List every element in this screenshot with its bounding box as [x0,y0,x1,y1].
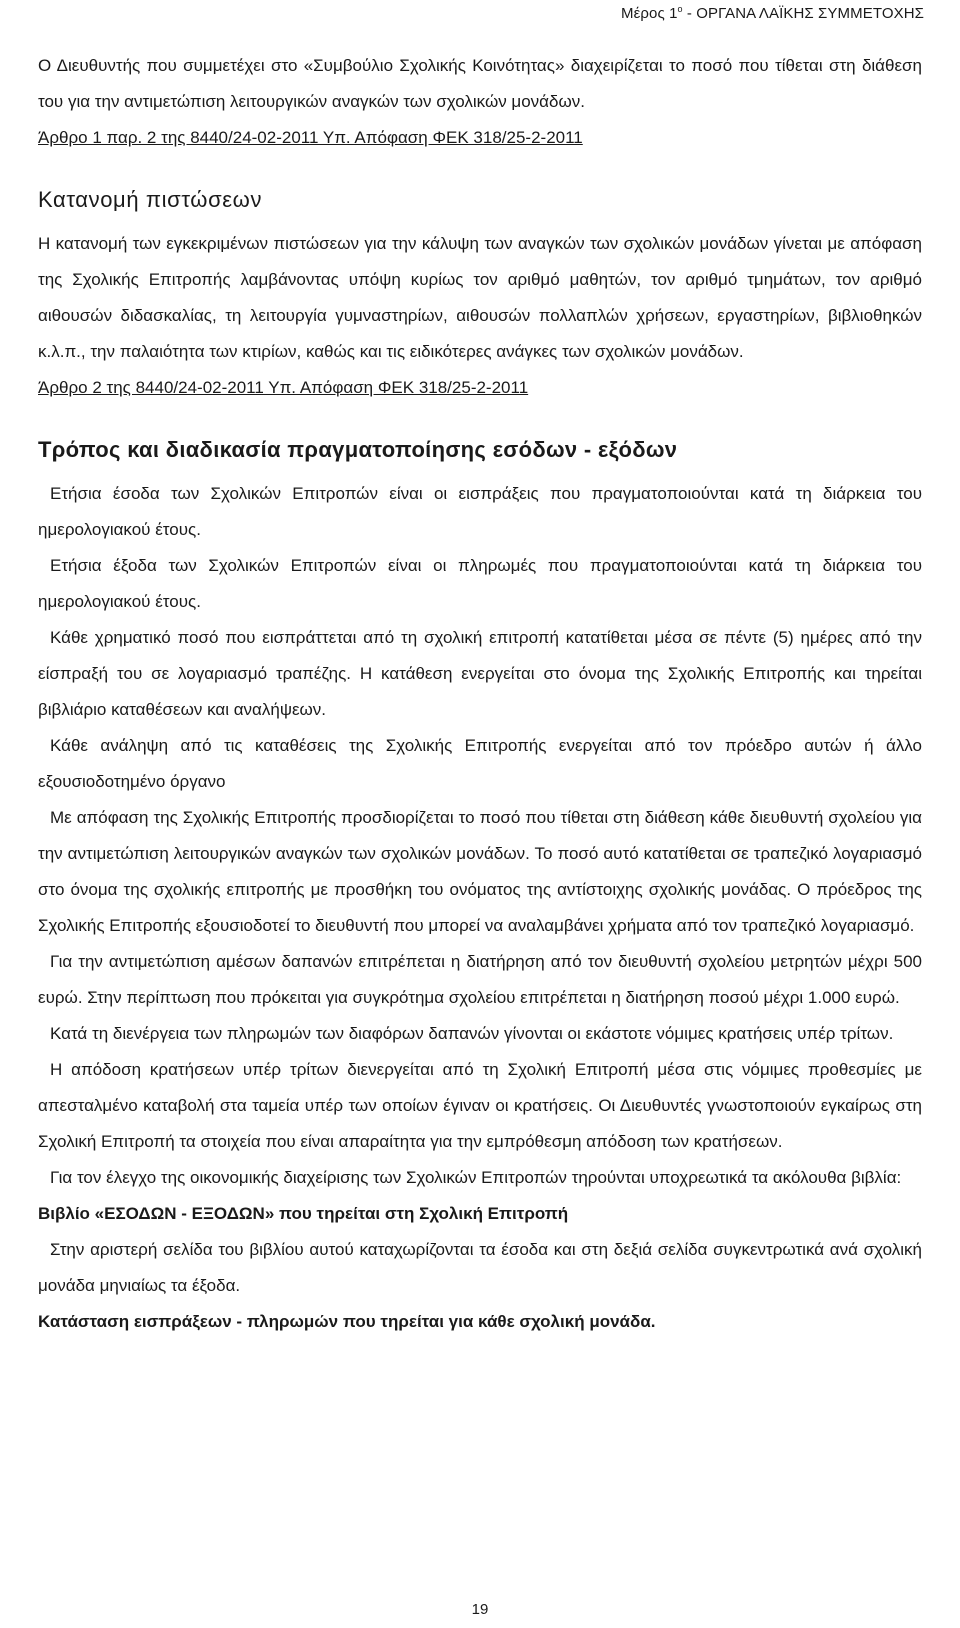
procedure-paragraph: Για την αντιμετώπιση αμέσων δαπανών επιτρέπεται η διατήρηση από τον διευθυντή σχολείου μετρητών μέχρι 500 ευρώ. Στην περίπτωση που πρόκειται για συγκρότημα σχολείου επιτρέπεται η διατήρηση ποσού μέχρι 1.000 ευρώ. [38,952,922,1007]
income-expense-book-description: Στην αριστερή σελίδα του βιβλίου αυτού καταχωρίζονται τα έσοδα και στη δεξιά σελίδα συγκεντρωτικά ανά σχολική μονάδα μηνιαίως τα έξοδα. [38,1240,922,1295]
procedure-paragraph: Η απόδοση κρατήσεων υπέρ τρίτων διενεργείται από τη Σχολική Επιτροπή μέσα στις νόμιμες προθεσμίες με απεσταλμένο καταβολή στα ταμεία υπέρ των οποίων έγιναν οι κρατήσεις. Οι Διευθυντές γνωστοποιούν εγκαίρως στη Σχολική Επιτροπή τα στοιχεία που είναι απαραίτητα για την εμπρόθεσμη απόδοση των κρατήσεων. [38,1060,922,1151]
allocation-paragraph: Η κατανομή των εγκεκριμένων πιστώσεων για την κάλυψη των αναγκών των σχολικών μονάδων γίνεται με απόφαση της Σχολικής Επιτροπής λαμβάνοντας υπόψη κυρίως τον αριθμό μαθητών, τον αριθμό τμημάτων, τον αριθμό αιθουσών διδασκαλίας, τη λειτουργία γυμναστηρίων, αιθουσών πολλαπλών χρήσεων, εργαστηρίων, βιβλιοθηκών κ.λ.π., την παλαιότητα των κτιρίων, καθώς και τις ειδικότερες ανάγκες των σχολικών μονάδων. [38,234,922,361]
document-body [38,48,922,1340]
income-expense-book-title: Βιβλίο «ΕΣΟΔΩΝ - ΕΞΟΔΩΝ» που τηρείται στη Σχολική Επιτροπή [38,1204,569,1223]
header-part-prefix: Μέρος 1 [621,5,678,22]
procedure-paragraph: Με απόφαση της Σχολικής Επιτροπής προσδιορίζεται το ποσό που τίθεται στη διάθεση κάθε διευθυντή σχολείου για την αντιμετώπιση λειτουργικών αναγκών των σχολικών μονάδων. Το ποσό αυτό κατατίθεται σε τραπεζικό λογαριασμό στο όνομα της σχολικής επιτροπής με προσθήκη του ονόματος της αντίστοιχης σχολικής μονάδας. Ο πρόεδρος της Σχολικής Επιτροπής εξουσιοδοτεί το διευθυντή που μπορεί να αναλαμβάνει χρήματα από τον τραπεζικό λογαριασμό. [38,808,922,935]
page-number: 19 [471,1601,489,1618]
running-header [621,4,924,22]
procedure-paragraph: Κατά τη διενέργεια των πληρωμών των διαφόρων δαπανών γίνονται οι εκάστοτε νόμιμες κρατήσεις υπέρ τρίτων. [50,1024,894,1043]
procedure-paragraph: Κάθε χρηματικό ποσό που εισπράττεται από τη σχολική επιτροπή κατατίθεται μέσα σε πέντε (5) ημέρες από την είσπραξή του σε λογαριασμό τραπέζης. Η κατάθεση ενεργείται στο όνομα της Σχολικής Επιτροπής και τηρείται βιβλιάριο καταθέσεων και αναλήψεων. [38,628,922,719]
header-part-title: - ΟΡΓΑΝΑ ΛΑΪΚΗΣ ΣΥΜΜΕΤΟΧΗΣ [682,5,924,22]
procedure-paragraph: Ετήσια έξοδα των Σχολικών Επιτροπών είναι οι πληρωμές που πραγματοποιούνται κατά τη διάρκεια του ημερολογιακού έτους. [38,556,922,611]
intro-law-reference: Άρθρο 1 παρ. 2 της 8440/24-02-2011 Υπ. Απόφαση ΦΕΚ 318/25-2-2011 [38,128,583,147]
allocation-heading: Κατανομή πιστώσεων [38,187,263,212]
procedure-paragraph: Κάθε ανάληψη από τις καταθέσεις της Σχολικής Επιτροπής ενεργείται από τον πρόεδρο αυτών ή άλλο εξουσιοδοτημένο όργανο [38,736,922,791]
intro-paragraph: Ο Διευθυντής που συμμετέχει στο «Συμβούλιο Σχολικής Κοινότητας» διαχειρίζεται το ποσό που τίθεται στη διάθεση του για την αντιμετώπιση λειτουργικών αναγκών των σχολικών μονάδων. [38,56,922,111]
allocation-law-reference: Άρθρο 2 της 8440/24-02-2011 Υπ. Απόφαση ΦΕΚ 318/25-2-2011 [38,378,529,397]
header-part-sup: ο [677,4,683,14]
procedure-heading: Τρόπος και διαδικασία πραγματοποίησης εσόδων - εξόδων [38,437,678,462]
procedure-paragraph: Για τον έλεγχο της οικονομικής διαχείρισης των Σχολικών Επιτροπών τηρούνται υποχρεωτικά τα ακόλουθα βιβλία: [50,1168,902,1187]
procedure-paragraph: Ετήσια έσοδα των Σχολικών Επιτροπών είναι οι εισπράξεις που πραγματοποιούνται κατά τη διάρκεια του ημερολογιακού έτους. [38,484,922,539]
receipts-payments-statement-title: Κατάσταση εισπράξεων - πληρωμών που τηρείται για κάθε σχολική μονάδα. [38,1312,656,1331]
